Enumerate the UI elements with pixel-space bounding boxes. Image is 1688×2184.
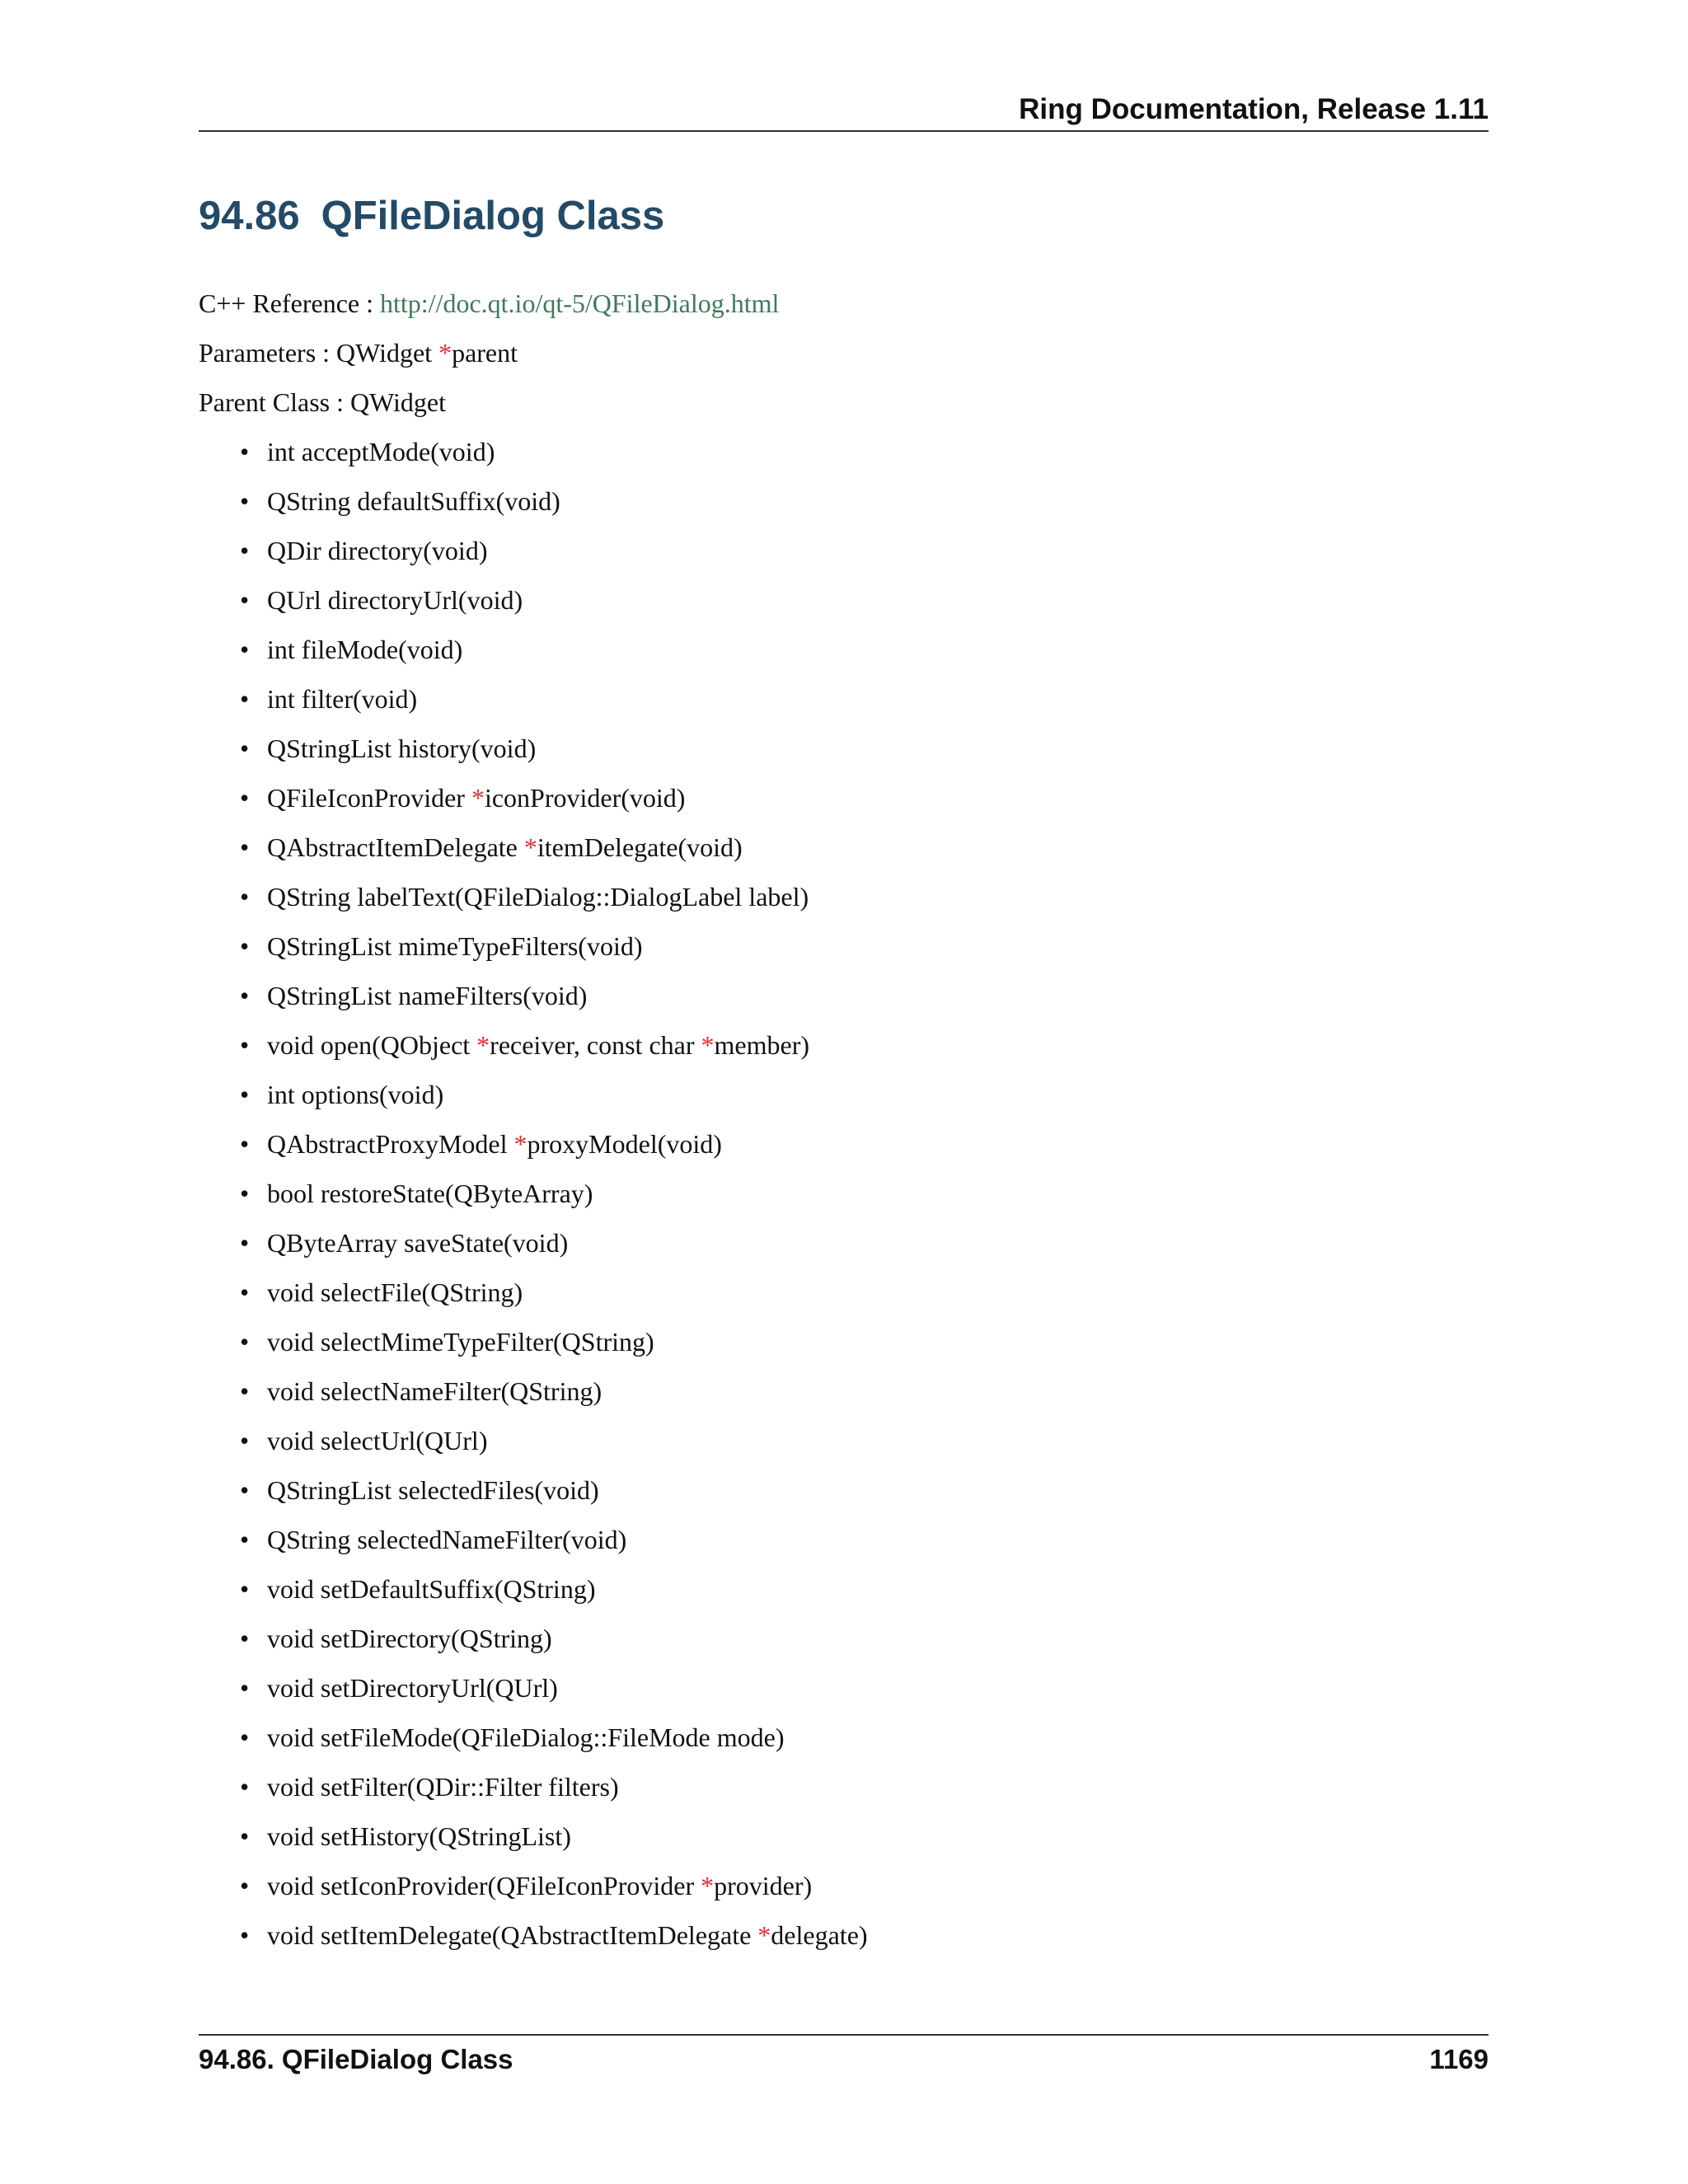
method-item bbox=[199, 1721, 868, 1770]
method-signature-text: QStringList nameFilters(void) bbox=[267, 981, 588, 1010]
bullet-icon: • bbox=[240, 1722, 250, 1752]
bullet-icon: • bbox=[240, 1179, 250, 1208]
method-signature-text: void selectUrl(QUrl) bbox=[267, 1426, 488, 1455]
bullet-icon: • bbox=[240, 981, 250, 1010]
method-item bbox=[199, 1869, 868, 1919]
cpp-reference-line bbox=[199, 287, 779, 320]
bullet-icon: • bbox=[240, 437, 250, 466]
method-signature-text: void open(QObject bbox=[267, 1030, 477, 1060]
bullet-icon: • bbox=[240, 931, 250, 961]
footer-page-number: 1169 bbox=[1429, 2044, 1489, 2074]
parameters-type: QWidget bbox=[336, 338, 439, 368]
footer-divider bbox=[199, 2034, 1489, 2036]
method-signature-text: QByteArray saveState(void) bbox=[267, 1228, 569, 1258]
bullet-icon: • bbox=[240, 1673, 250, 1703]
bullet-icon: • bbox=[240, 1624, 250, 1653]
parent-class-value: QWidget bbox=[349, 387, 446, 417]
method-signature-text: QAbstractProxyModel bbox=[267, 1129, 514, 1159]
section-heading bbox=[199, 193, 664, 239]
method-item bbox=[199, 1078, 868, 1127]
method-signature-text: void selectFile(QString) bbox=[267, 1277, 523, 1307]
method-item bbox=[199, 732, 868, 781]
bullet-icon: • bbox=[240, 1327, 250, 1357]
method-signature-text: int options(void) bbox=[267, 1080, 444, 1109]
pointer-marker: * bbox=[513, 1129, 528, 1159]
method-signature-text: void setItemDelegate(QAbstractItemDelegate bbox=[267, 1920, 758, 1950]
method-signature-text: QStringList selectedFiles(void) bbox=[267, 1475, 599, 1505]
pointer-marker: * bbox=[757, 1920, 771, 1950]
method-signature-text: QUrl directoryUrl(void) bbox=[267, 585, 523, 615]
header-divider bbox=[199, 130, 1489, 132]
method-item bbox=[199, 485, 868, 534]
method-signature-text: QFileIconProvider bbox=[267, 783, 471, 813]
method-item bbox=[199, 682, 868, 732]
method-signature-text: void setFileMode(QFileDialog::FileMode mode) bbox=[267, 1722, 785, 1752]
method-signature-text: delegate) bbox=[771, 1920, 868, 1950]
method-signature-text: int acceptMode(void) bbox=[267, 437, 495, 466]
method-list bbox=[199, 435, 868, 1968]
method-item bbox=[199, 633, 868, 682]
method-signature-text: QString selectedNameFilter(void) bbox=[267, 1525, 627, 1554]
method-item bbox=[199, 1622, 868, 1671]
method-item bbox=[199, 1820, 868, 1869]
bullet-icon: • bbox=[240, 1821, 250, 1851]
method-item bbox=[199, 1127, 868, 1177]
method-signature-text: proxyModel(void) bbox=[527, 1129, 722, 1159]
pointer-marker: * bbox=[476, 1030, 490, 1060]
bullet-icon: • bbox=[240, 832, 250, 862]
method-signature-text: QString defaultSuffix(void) bbox=[267, 486, 560, 516]
bullet-icon: • bbox=[240, 733, 250, 763]
method-item bbox=[199, 1523, 868, 1572]
parameters-line bbox=[199, 336, 518, 369]
parameters-name: parent bbox=[452, 338, 518, 368]
bullet-icon: • bbox=[240, 783, 250, 813]
method-signature-text: void setDefaultSuffix(QString) bbox=[267, 1574, 596, 1604]
bullet-icon: • bbox=[240, 1871, 250, 1900]
pointer-marker: * bbox=[471, 783, 485, 813]
bullet-icon: • bbox=[240, 585, 250, 615]
method-item bbox=[199, 831, 868, 880]
parent-class-line bbox=[199, 386, 446, 419]
method-item bbox=[199, 880, 868, 930]
method-signature-text: int fileMode(void) bbox=[267, 635, 463, 664]
method-item bbox=[199, 1226, 868, 1276]
bullet-icon: • bbox=[240, 1475, 250, 1505]
parameters-label: Parameters : bbox=[199, 338, 337, 368]
method-item bbox=[199, 583, 868, 633]
method-signature-text: provider) bbox=[714, 1871, 813, 1900]
method-signature-text: void selectMimeTypeFilter(QString) bbox=[267, 1327, 654, 1357]
method-item bbox=[199, 1474, 868, 1523]
cpp-reference-label: C++ Reference : bbox=[199, 288, 380, 318]
method-signature-text: member) bbox=[714, 1030, 809, 1060]
method-item bbox=[199, 1029, 868, 1078]
footer-section-label: 94.86. QFileDialog Class bbox=[199, 2044, 513, 2074]
cpp-reference-link[interactable]: http://doc.qt.io/qt-5/QFileDialog.html bbox=[380, 288, 780, 318]
bullet-icon: • bbox=[240, 536, 250, 565]
method-signature-text: void selectNameFilter(QString) bbox=[267, 1376, 603, 1406]
bullet-icon: • bbox=[240, 486, 250, 516]
method-signature-text: QDir directory(void) bbox=[267, 536, 488, 565]
bullet-icon: • bbox=[240, 1030, 250, 1060]
method-item bbox=[199, 1572, 868, 1622]
bullet-icon: • bbox=[240, 1920, 250, 1950]
method-signature-text: QString labelText(QFileDialog::DialogLabel label) bbox=[267, 882, 809, 912]
method-item bbox=[199, 1424, 868, 1474]
method-signature-text: void setDirectory(QString) bbox=[267, 1624, 552, 1653]
method-item bbox=[199, 1325, 868, 1375]
method-item bbox=[199, 1375, 868, 1424]
method-signature-text: void setDirectoryUrl(QUrl) bbox=[267, 1673, 558, 1703]
pointer-marker: * bbox=[523, 832, 537, 862]
running-header: Ring Documentation, Release 1.11 bbox=[1019, 93, 1489, 125]
method-item bbox=[199, 1919, 868, 1968]
bullet-icon: • bbox=[240, 1525, 250, 1554]
method-item bbox=[199, 534, 868, 583]
method-signature-text: QStringList mimeTypeFilters(void) bbox=[267, 931, 643, 961]
method-item bbox=[199, 1671, 868, 1721]
method-item bbox=[199, 435, 868, 485]
bullet-icon: • bbox=[240, 1277, 250, 1307]
pointer-marker: * bbox=[701, 1030, 715, 1060]
method-item bbox=[199, 1177, 868, 1226]
method-signature-text: void setFilter(QDir::Filter filters) bbox=[267, 1772, 619, 1802]
bullet-icon: • bbox=[240, 1129, 250, 1159]
bullet-icon: • bbox=[240, 1376, 250, 1406]
bullet-icon: • bbox=[240, 684, 250, 714]
method-item bbox=[199, 979, 868, 1029]
method-signature-text: QStringList history(void) bbox=[267, 733, 537, 763]
bullet-icon: • bbox=[240, 635, 250, 664]
section-title: QFileDialog Class bbox=[321, 194, 665, 238]
method-signature-text: QAbstractItemDelegate bbox=[267, 832, 524, 862]
section-number: 94.86 bbox=[199, 194, 300, 238]
method-item bbox=[199, 1276, 868, 1325]
method-item bbox=[199, 930, 868, 979]
bullet-icon: • bbox=[240, 882, 250, 912]
method-signature-text: bool restoreState(QByteArray) bbox=[267, 1179, 593, 1208]
bullet-icon: • bbox=[240, 1426, 250, 1455]
pointer-marker: * bbox=[438, 338, 452, 368]
document-page bbox=[199, 0, 1489, 2184]
method-item bbox=[199, 1770, 868, 1820]
method-signature-text: void setHistory(QStringList) bbox=[267, 1821, 571, 1851]
parent-class-label: Parent Class : bbox=[199, 387, 350, 417]
bullet-icon: • bbox=[240, 1228, 250, 1258]
method-signature-text: int filter(void) bbox=[267, 684, 418, 714]
method-signature-text: iconProvider(void) bbox=[484, 783, 686, 813]
method-signature-text: void setIconProvider(QFileIconProvider bbox=[267, 1871, 701, 1900]
bullet-icon: • bbox=[240, 1772, 250, 1802]
bullet-icon: • bbox=[240, 1574, 250, 1604]
method-item bbox=[199, 781, 868, 831]
method-signature-text: itemDelegate(void) bbox=[537, 832, 743, 862]
method-signature-text: receiver, const char bbox=[490, 1030, 701, 1060]
bullet-icon: • bbox=[240, 1080, 250, 1109]
pointer-marker: * bbox=[701, 1871, 715, 1900]
